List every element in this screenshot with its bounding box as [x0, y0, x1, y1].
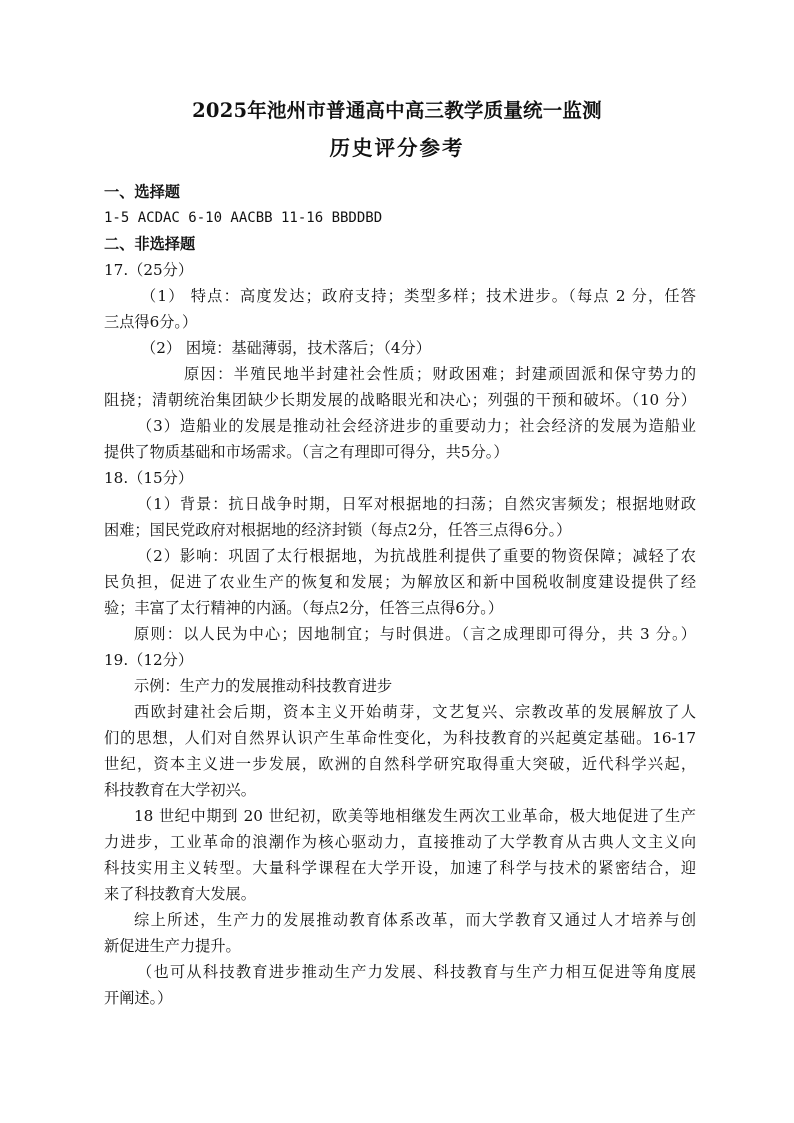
q17-part2-line: 阻挠；清朝统治集团缺少长期发展的战略眼光和决心；列强的干预和破坏。（10 分）: [104, 391, 696, 409]
q17-number: 17.（25分）: [104, 261, 194, 279]
q19-paragraph-line: 世纪，资本主义进一步发展，欧洲的自然科学研究取得重大突破，近代科学兴起，: [104, 755, 696, 773]
q18-part2-line: （2）影响：巩固了太行根据地，为抗战胜利提供了重要的物资保障；减轻了农: [137, 547, 696, 565]
choice-answers: 1-5 ACDAC 6-10 AACBB 11-16 BBDDBD: [104, 210, 383, 226]
q19-paragraph-line: 18 世纪中期到 20 世纪初，欧美等地相继发生两次工业革命，极大地促进了生产: [134, 807, 696, 825]
section-heading-choice: 一、选择题: [104, 183, 180, 201]
q18-part2-line: 验；丰富了太行精神的内涵。（每点2分，任答三点得6分。）: [104, 599, 504, 617]
q19-note-line: （也可从科技教育进步推动生产力发展、科技教育与生产力相互促进等角度展: [137, 963, 696, 981]
q17-part2-line: （2） 困境：基础薄弱，技术落后；（4分）: [141, 339, 431, 357]
q19-paragraph-line: 们的思想，人们对自然界认识产生革命性变化，为科技教育的兴起奠定基础。16-17: [104, 729, 696, 747]
q17-part3-line: 提供了物质基础和市场需求。（言之有理即可得分，共5分。）: [104, 443, 509, 461]
q19-paragraph-line: 西欧封建社会后期，资本主义开始萌芽，文艺复兴、宗教改革的发展解放了人: [134, 703, 696, 721]
q18-principle-line: 原则：以人民为中心；因地制宜；与时俱进。（言之成理即可得分，共 3 分。）: [134, 625, 696, 643]
section-heading-nonchoice: 二、非选择题: [104, 235, 196, 253]
q17-part1-line: 三点得6分。）: [104, 313, 198, 331]
q19-paragraph-line: 来了科技教育大发展。: [104, 885, 256, 903]
document-title: 2025年池州市普通高中高三教学质量统一监测: [192, 99, 602, 122]
q17-part2-line: 原因：半殖民地半封建社会性质；财政困难；封建顽固派和保守势力的: [184, 365, 696, 383]
q19-paragraph-line: 科技实用主义转型。大量科学课程在大学开设，加速了科学与技术的紧密结合，迎: [104, 859, 696, 877]
q19-paragraph-line: 科技教育在大学初兴。: [104, 781, 256, 799]
q17-part1-line: （1） 特点：高度发达；政府支持；类型多样；技术进步。（每点 2 分，任答: [141, 287, 696, 305]
q19-paragraph-line: 力进步，工业革命的浪潮作为核心驱动力，直接推动了大学教育从古典人文主义向: [104, 833, 696, 851]
document-subtitle: 历史评分参考: [329, 136, 465, 160]
q19-paragraph-line: 新促进生产力提升。: [104, 937, 241, 955]
q19-paragraph-line: 综上所述，生产力的发展推动教育体系改革，而大学教育又通过人才培养与创: [134, 911, 696, 929]
q18-part1-line: （1）背景：抗日战争时期，日军对根据地的扫荡；自然灾害频发；根据地财政: [137, 495, 696, 513]
q19-number: 19.（12分）: [104, 651, 194, 669]
q19-note-line: 开阐述。）: [104, 989, 173, 1007]
q18-part2-line: 民负担，促进了农业生产的恢复和发展；为解放区和新中国税收制度建设提供了经: [104, 573, 696, 591]
q18-number: 18.（15分）: [104, 469, 194, 487]
q18-part1-line: 困难；国民党政府对根据地的经济封锁（每点2分，任答三点得6分。）: [104, 521, 572, 539]
q19-example-title: 示例：生产力的发展推动科技教育进步: [134, 677, 393, 695]
q17-part3-line: （3）造船业的发展是推动社会经济进步的重要动力；社会经济的发展为造船业: [137, 417, 696, 435]
